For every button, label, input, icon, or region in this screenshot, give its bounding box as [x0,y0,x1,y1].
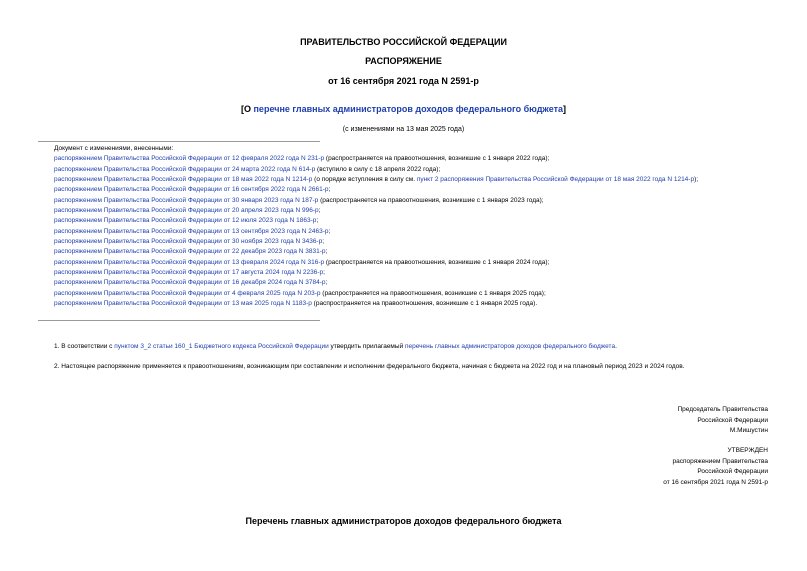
amendment-link[interactable]: распоряжением Правительства Российской Федерации от 12 июля 2023 года N 1863-р [54,217,317,225]
approval-block [663,446,768,488]
amendment-note: ; [325,279,328,287]
amendment-note: ; [318,207,321,215]
paragraph-1-text: 1. В соответствии с [54,343,115,350]
changes-list [54,144,698,310]
title-bracket-close: ] [563,104,566,114]
amendment-note: ; [328,227,331,235]
amendment-link[interactable]: распоряжением Правительства Российской Федерации от 30 ноября 2023 года N 3436-р [54,238,323,246]
amendment-link[interactable]: распоряжением Правительства Российской Федерации от 13 февраля 2024 года N 316-р [54,258,325,266]
changes-note: (с изменениями на 13 мая 2025 года) [342,126,465,133]
amendment-note: ; [325,248,328,256]
list-item [54,227,698,237]
list-item [54,268,698,278]
approval-line: распоряжением Правительства [672,457,768,465]
paragraph-1-text: утвердить прилагаемый [328,343,406,350]
list-item [54,237,698,247]
amendment-note: (распространяется на правоотношения, возникшие с 1 января 2025 года); [320,289,546,297]
amendment-link[interactable]: распоряжением Правительства Российской Федерации от 13 мая 2025 года N 1183-р [54,300,312,308]
list-item [54,258,698,268]
list-item [54,165,698,175]
amendment-link[interactable]: распоряжением Правительства Российской Федерации от 16 сентября 2022 года N 2661-р [54,186,329,194]
amendment-note: (распространяется на правоотношения, возникшие с 1 января 2024 года); [324,258,550,266]
document-title [0,104,807,114]
amendment-link[interactable]: распоряжением Правительства Российской Федерации от 30 января 2023 года N 187-р [54,196,319,204]
list-item [54,216,698,226]
list-item [54,185,698,195]
government-heading: ПРАВИТЕЛЬСТВО РОССИЙСКОЙ ФЕДЕРАЦИИ [300,37,507,47]
list-item [54,154,698,164]
paragraph-1 [54,343,617,350]
amendment-reference-link[interactable]: пункт 2 распоряжения Правительства Российской Федерации от 18 мая 2022 года N 1214-р [416,176,695,184]
list-item [54,175,698,185]
amendment-note: ; [328,186,331,194]
budget-code-link[interactable]: пунктом 3_2 статьи 160_1 Бюджетного кодекса Российской Федерации [114,343,329,350]
amendment-note: (распространяется на правоотношения, возникшие с 1 января 2023 года); [318,196,544,204]
amendment-note: ); [694,176,699,184]
amendment-link[interactable]: распоряжением Правительства Российской Федерации от 12 февраля 2022 года N 231-р [54,155,325,163]
amendment-note: ; [323,269,325,277]
document-type: РАСПОРЯЖЕНИЕ [365,56,442,66]
paragraph-2: 2. Настоящее распоряжение применяется к правоотношениям, возникающим при составлении и исполнении федерального бюджета, начиная с бюджета на 2022 год и на плановый период 2023 и 2024 годов. [54,363,685,370]
list-item [54,196,698,206]
title-bracket-open: [О [241,104,254,114]
paragraph-1-text: . [615,343,617,350]
amendment-link[interactable]: распоряжением Правительства Российской Федерации от 16 декабря 2024 года N 3784-р [54,279,326,287]
amendment-note: (распространяется на правоотношения, возникшие с 1 января 2025 года). [311,300,538,308]
document-date-number: от 16 сентября 2021 года N 2591-р [328,76,479,86]
list-item [54,299,698,309]
divider-bottom [38,320,320,321]
signature-org: Российской Федерации [697,416,768,424]
approval-line: от 16 сентября 2021 года N 2591-р [663,478,768,486]
amendment-link[interactable]: распоряжением Правительства Российской Федерации от 20 апреля 2023 года N 996-р [54,207,319,215]
amendment-note: (вступило в силу с 18 апреля 2022 года); [315,165,441,173]
revenue-administrators-list-link[interactable]: перечень главных администраторов доходов федерального бюджета [405,343,616,350]
amendment-link[interactable]: распоряжением Правительства Российской Федерации от 22 декабря 2023 года N 3831-р [54,248,326,256]
divider-top [38,141,320,142]
amendment-link[interactable]: распоряжением Правительства Российской Федерации от 18 мая 2022 года N 1214-р [54,176,313,184]
list-item [54,206,698,216]
changes-intro: Документ с изменениями, внесенными: [54,145,174,152]
signature-name: М.Мишустин [729,427,768,434]
list-item [54,278,698,288]
amendment-link[interactable]: распоряжением Правительства Российской Федерации от 13 сентября 2023 года N 2463-р [54,227,329,235]
list-item [54,289,698,299]
amendment-note: (распространяется на правоотношения, возникшие с 1 января 2022 года); [324,155,550,163]
signature-position: Председатель Правительства [677,406,768,413]
amendment-link[interactable]: распоряжением Правительства Российской Федерации от 4 февраля 2025 года N 203-р [54,289,321,297]
approval-line: Российской Федерации [697,468,768,475]
title-link[interactable]: перечне главных администраторов доходов федерального бюджета [253,104,563,114]
amendment-note: (о порядке вступления в силу см. [312,176,417,184]
signature-block [677,405,768,437]
list-title: Перечень главных администраторов доходов федерального бюджета [245,516,562,526]
amendment-note: ; [322,238,325,246]
amendment-note: ; [316,217,319,225]
list-item [54,247,698,257]
amendment-link[interactable]: распоряжением Правительства Российской Федерации от 24 марта 2022 года N 614-р [54,165,316,173]
approval-heading: УТВЕРЖДЕН [727,447,768,454]
amendment-link[interactable]: распоряжением Правительства Российской Федерации от 17 августа 2024 года N 2236-р [54,269,324,277]
